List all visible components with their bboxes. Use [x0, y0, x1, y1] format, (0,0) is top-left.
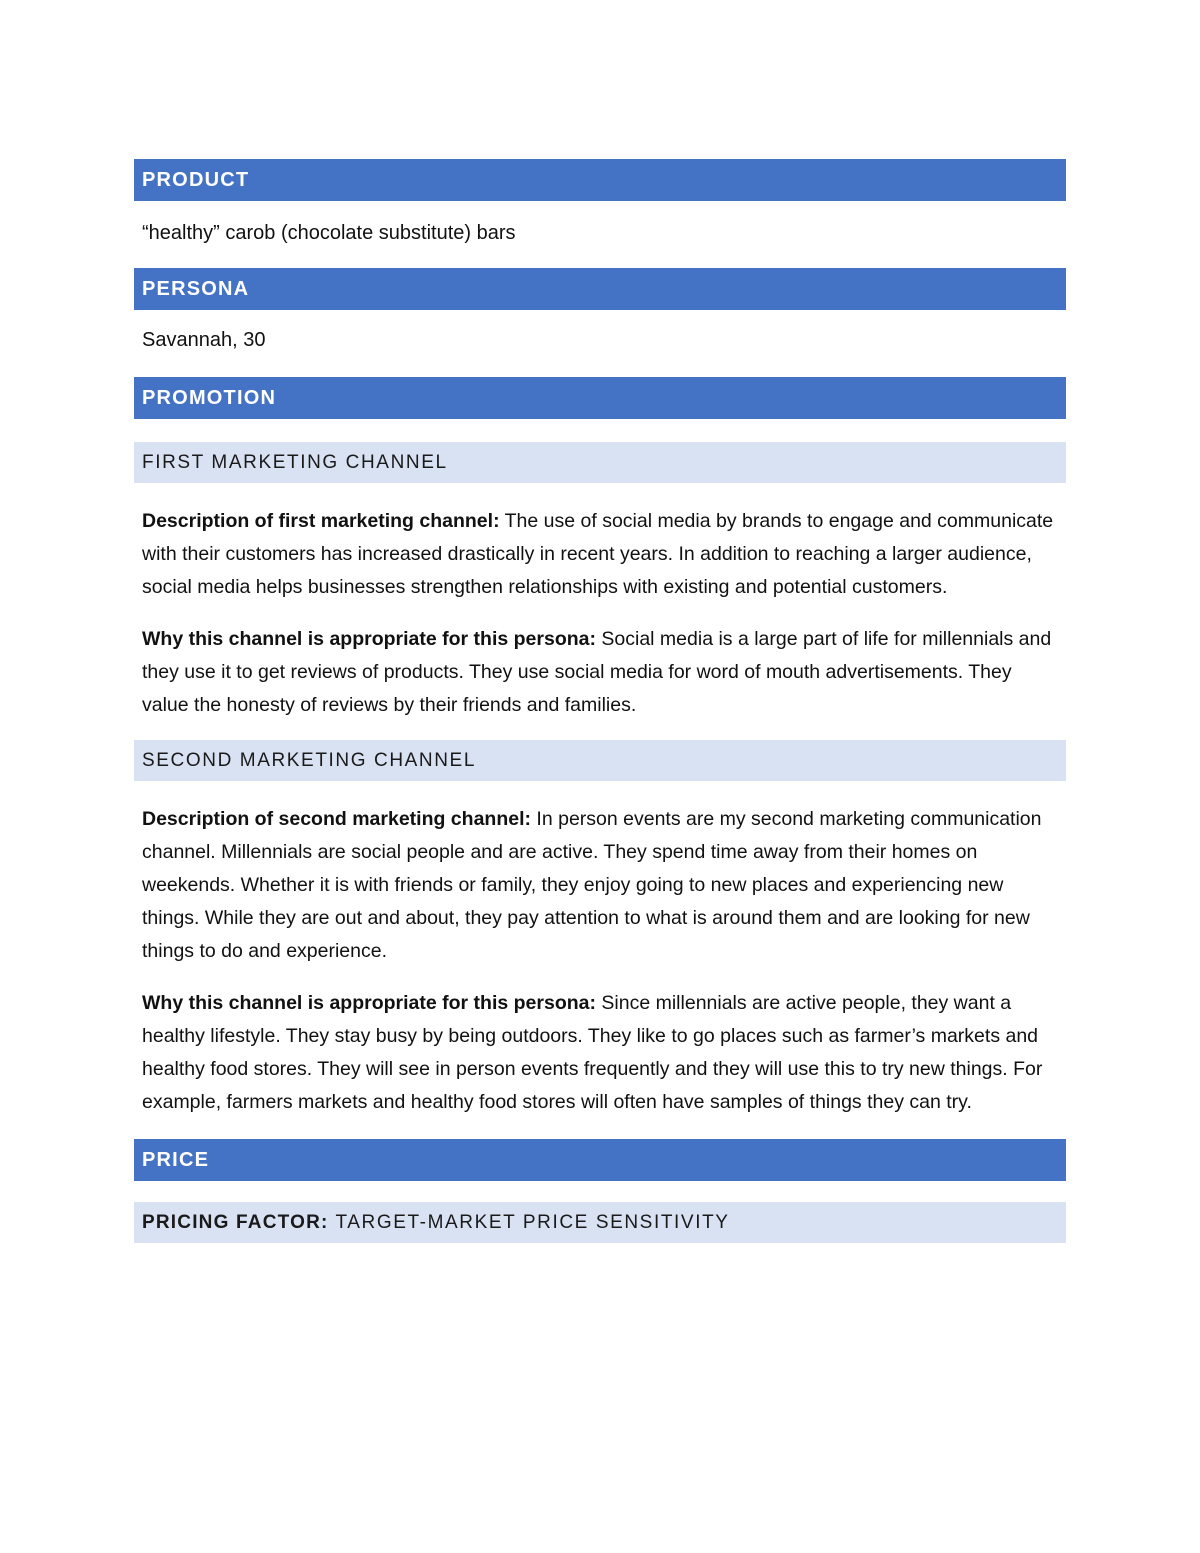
product-value: “healthy” carob (chocolate substitute) bars [142, 222, 516, 244]
first-channel-description [134, 505, 1066, 604]
product-heading: PRODUCT [134, 159, 1066, 201]
second-channel-description [134, 803, 1066, 968]
second-channel-description-label: Description of second marketing channel: [142, 808, 531, 830]
second-channel-heading: SECOND MARKETING CHANNEL [134, 740, 1066, 781]
pricing-factor-value: TARGET-MARKET PRICE SENSITIVITY [335, 1211, 730, 1233]
persona-value: Savannah, 30 [142, 329, 266, 351]
second-channel-why-label: Why this channel is appropriate for this persona: [142, 992, 596, 1014]
first-channel-description-text: The use of social media by brands to engage and communicate with their customers has increased drastically in recent years. In addition to reaching a larger audience, social media helps businesses strengthen relationships with existing and potential customers. [142, 510, 1054, 598]
promotion-heading: PROMOTION [134, 377, 1066, 419]
pricing-factor-heading [134, 1202, 1066, 1243]
first-channel-description-label: Description of first marketing channel: [142, 510, 500, 532]
second-channel-description-text: In person events are my second marketing communication channel. Millennials are social people and are active. They spend time away from their homes on weekends. Whether it is with friends or family, they enjoy going to new places and experiencing new things. While they are out and about, they pay attention to what is around them and are looking for new things to do and experience. [142, 808, 1042, 962]
persona-heading: PERSONA [134, 268, 1066, 310]
first-channel-heading: FIRST MARKETING CHANNEL [134, 442, 1066, 483]
price-heading: PRICE [134, 1139, 1066, 1181]
pricing-factor-label: PRICING FACTOR: [142, 1211, 329, 1233]
document-page [134, 159, 1066, 1243]
first-channel-why-text: Social media is a large part of life for millennials and they use it to get reviews of products. They use social media for word of mouth advertisements. They value the honesty of reviews by their friends and families. [142, 628, 1052, 716]
first-channel-why-label: Why this channel is appropriate for this persona: [142, 628, 596, 650]
second-channel-why [134, 987, 1066, 1119]
first-channel-why [134, 623, 1066, 722]
second-channel-why-text: Since millennials are active people, they want a healthy lifestyle. They stay busy by being outdoors. They like to go places such as farmer’s markets and healthy food stores. They will see in person events frequently and they will use this to try new things. For example, farmers markets and healthy food stores will often have samples of things they can try. [142, 992, 1043, 1113]
